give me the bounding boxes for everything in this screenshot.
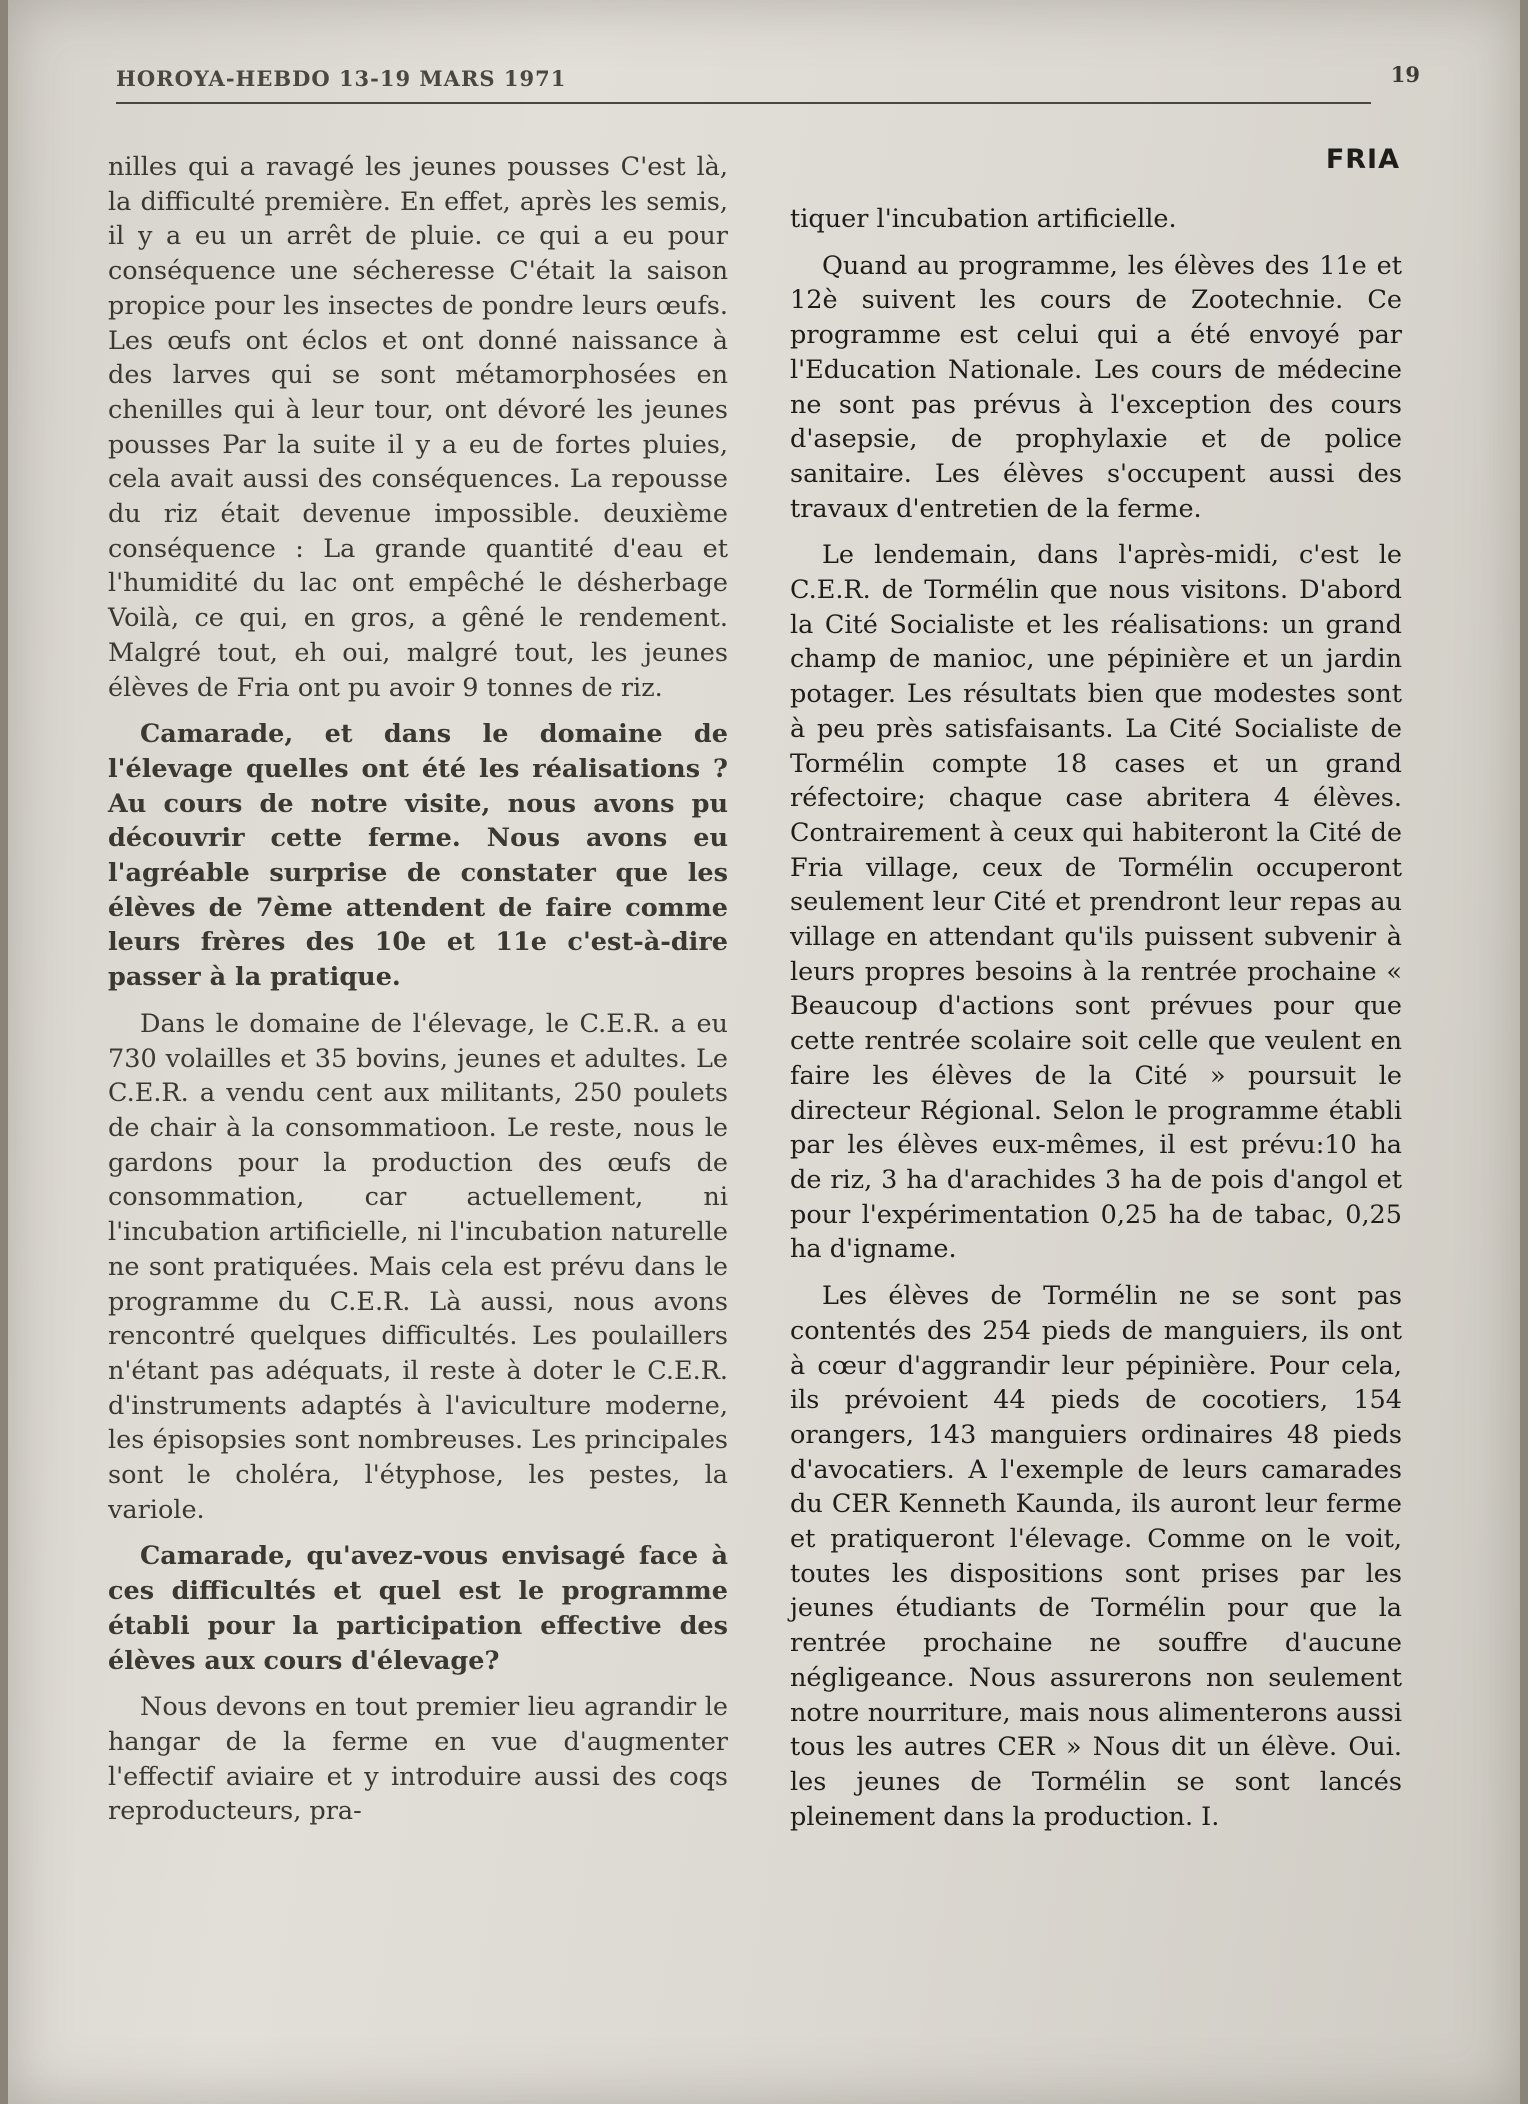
section-title: FRIA (1325, 144, 1400, 175)
page-number: 19 (1390, 62, 1420, 87)
paragraph: Le lendemain, dans l'après-midi, c'est le C.E.R. de Tormélin que nous visitons. D'abord la Cité Socialiste et les réalisations: un grand champ de manioc, une pépinière et un jardin potager. Les résultats bien que modestes sont à peu près satisfaisants. La Cité Socialiste de Tormélin compte 18 cases et un grand réfectoire; chaque case abritera 4 élèves. Contrairement à ceux qui habiteront la Cité de Fria village, ceux de Tormélin occuperont seulement leur Cité et prendront leur repas au village en attendant qu'ils puissent subvenir à leurs propres besoins à la rentrée prochaine « Beaucoup d'actions sont prévues pour que cette rentrée scolaire soit celle que veulent en faire les élèves de la Cité » poursuit le directeur Régional. Selon le programme établi par les élèves eux-mêmes, il est prévu:10 ha de riz, 3 ha d'arachides 3 ha de pois d'angol et pour l'expérimentation 0,25 ha de tabac, 0,25 ha d'igname. (790, 540, 1402, 1265)
paragraph: Quand au programme, les élèves des 11e et 12è suivent les cours de Zootechnie. Ce programme est celui qui a été envoyé par l'Education Nationale. Les cours de médecine ne sont pas prévus à l'exception des cours d'asepsie, de prophylaxie et de police sanitaire. Les élèves s'occupent aussi des travaux d'entretien de la ferme. (790, 250, 1402, 524)
paragraph: tiquer l'incubation artificielle. (790, 204, 1177, 234)
interview-question: Camarade, et dans le domaine de l'élevage quelles ont été les réalisations ? Au cours de notre visite, nous avons pu découvrir cette ferme. Nous avons eu l'agréable surprise de constater que les élèves de 7ème attendent de faire comme leurs frères des 10e et 11e c'est-à-dire passer à la pratique. (108, 719, 728, 993)
newspaper-page (8, 0, 1520, 2104)
page-header (116, 62, 1420, 106)
paragraph: Les élèves de Tormélin ne se sont pas contentés des 254 pieds de manguiers, ils ont à cœur d'aggrandir leur pépinière. Pour cela, ils prévoient 44 pieds de cocotiers, 154 orangers, 143 manguiers ordinaires 48 pieds d'avocatiers. A l'exemple de leurs camarades du CER Kenneth Kaunda, ils auront leur ferme et pratiqueront l'élevage. Comme on le voit, toutes les dispositions sont prises par les jeunes étudiants de Tormélin pour que la rentrée prochaine ne souffre d'aucune négligeance. Nous assurerons non seulement notre nourriture, mais nous alimenterons aussi tous les autres CER » Nous dit un élève. Oui. les jeunes de Tormélin se sont lancés pleinement dans la production. I. (790, 1281, 1402, 1832)
right-column (790, 202, 1402, 1846)
paragraph: Dans le domaine de l'élevage, le C.E.R. a eu 730 volailles et 35 bovins, jeunes et adultes. Le C.E.R. a vendu cent aux militants, 250 poulets de chair à la consommatioon. Le reste, nous le gardons pour la production des œufs de consommation, car actuellement, ni l'incubation artificielle, ni l'incubation naturelle ne sont pratiquées. Mais cela est prévu dans le programme du C.E.R. Là aussi, nous avons rencontré quelques difficultés. Les poulaillers n'étant pas adéquats, il reste à doter le C.E.R. d'instruments adaptés à l'aviculture moderne, les épisopsies sont nombreuses. Les principales sont le choléra, l'étyphose, les pestes, la variole. (108, 1008, 728, 1525)
paragraph: nilles qui a ravagé les jeunes pousses C'est là, la difficulté première. En effet, après les semis, il y a eu un arrêt de pluie. ce qui a eu pour conséquence une sécheresse C'était la saison propice pour les insectes de pondre leurs œufs. Les œufs ont éclos et ont donné naissance à des larves qui se sont métamorphosées en chenilles qui à leur tour, ont dévoré les jeunes pousses Par la suite il y a eu de fortes pluies, cela avait aussi des conséquences. La repousse du riz était devenue impossible. deuxième conséquence : La grande quantité d'eau et l'humidité du lac ont empêché le désherbage Voilà, ce qui, en gros, a gêné le rendement. Malgré tout, eh oui, malgré tout, les jeunes élèves de Fria ont pu avoir 9 tonnes de riz. (108, 152, 728, 703)
interview-question: Camarade, qu'avez-vous envisagé face à ces difficultés et quel est le programme établi pour la participation effective des élèves aux cours d'élevage? (108, 1541, 728, 1676)
left-column (108, 150, 728, 1841)
masthead: HOROYA-HEBDO 13-19 MARS 1971 (116, 66, 567, 91)
header-rule (116, 102, 1371, 104)
paragraph: Nous devons en tout premier lieu agrandir le hangar de la ferme en vue d'augmenter l'effectif aviaire et y introduire aussi des coqs reproducteurs, pra- (108, 1692, 728, 1827)
